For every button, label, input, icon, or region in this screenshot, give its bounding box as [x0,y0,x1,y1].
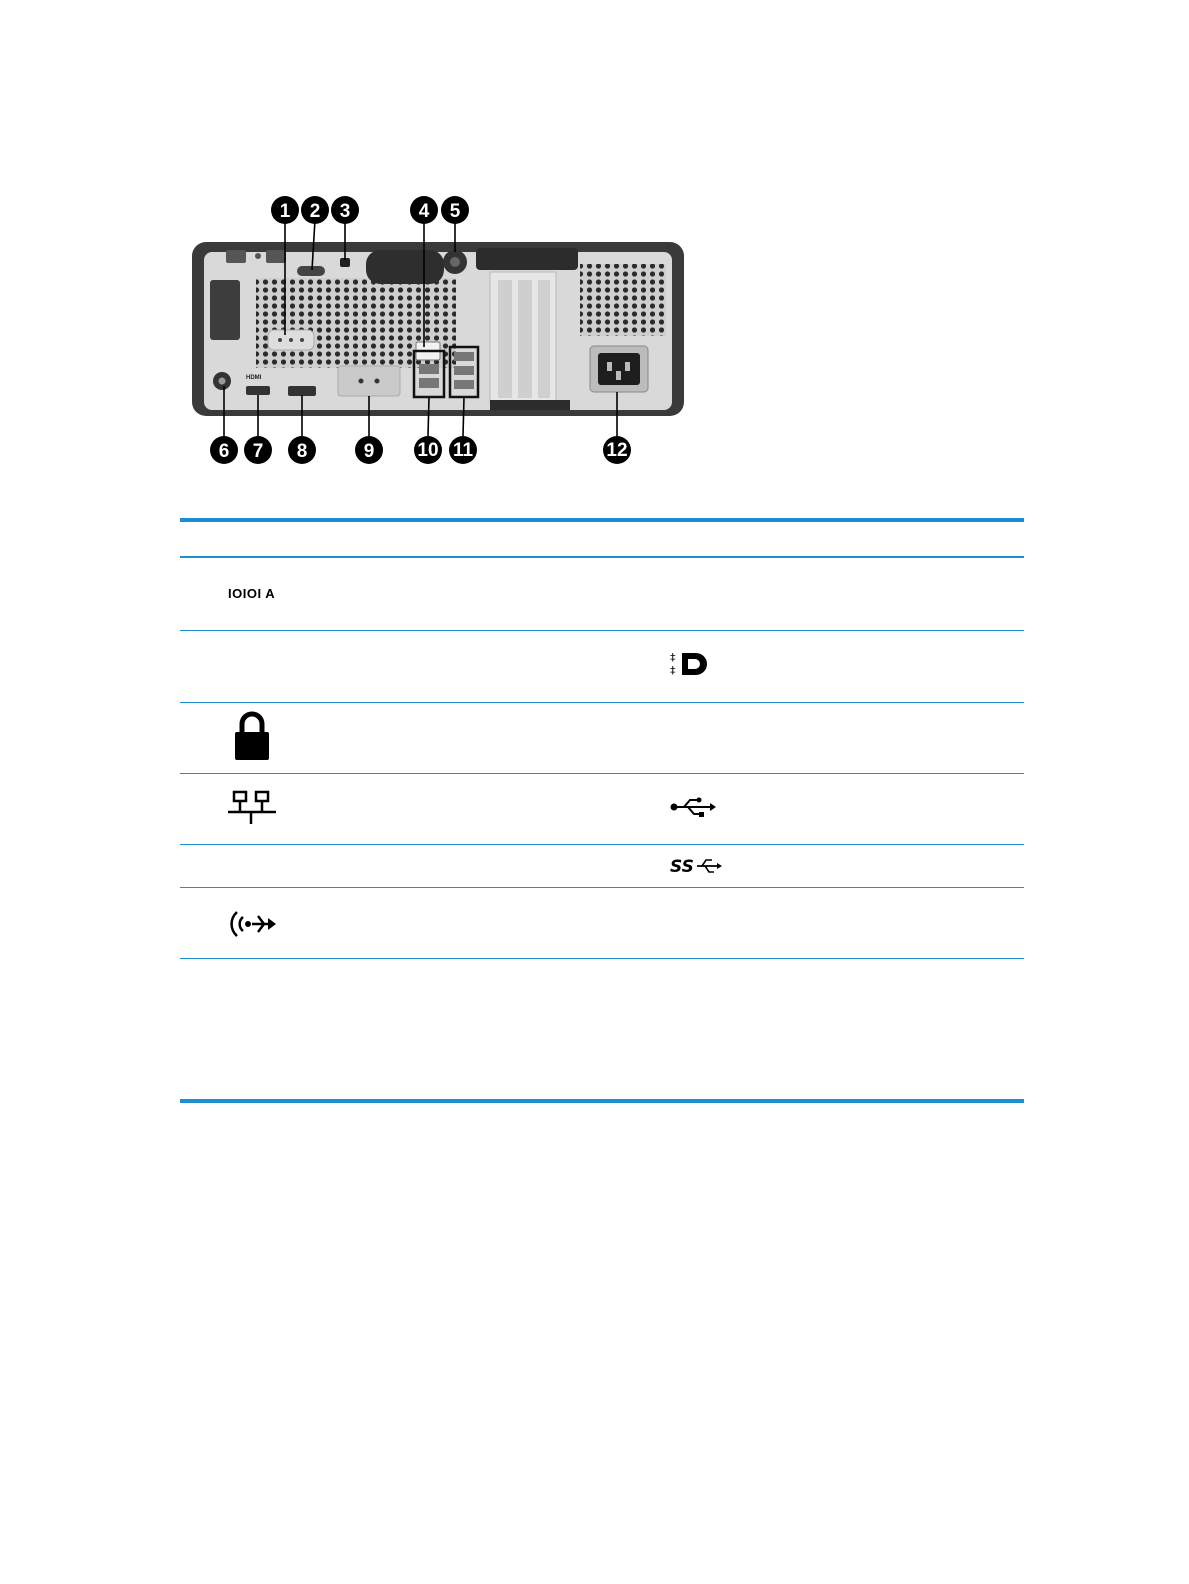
svg-text:11: 11 [452,440,474,461]
table-top-rule [180,518,1024,522]
svg-text:5: 5 [449,201,461,222]
svg-text:7: 7 [252,441,264,462]
hdmi-port-figure [246,386,270,395]
displayport-icon [670,650,718,678]
callout-1 [271,196,299,224]
row-divider [180,844,1024,845]
hdmi-label: HDMI [246,375,262,381]
callout-8 [288,436,316,464]
svg-text:‡: ‡ [670,664,676,677]
audio-out-icon [228,908,278,940]
callout-5 [441,196,469,224]
callout-6 [210,436,238,464]
svg-text:10: 10 [417,440,439,461]
callout-4 [410,196,438,224]
vent-grid-right [580,264,666,336]
displayport-figure [288,386,316,396]
callout-3 [331,196,359,224]
svg-text:3: 3 [339,201,351,222]
table-bottom-rule [180,1099,1024,1103]
svg-text:4: 4 [418,201,430,222]
svg-text:1: 1 [279,201,291,222]
row-divider [180,773,1024,774]
svg-text:9: 9 [363,441,375,462]
serial-icon: IOIOI A [228,586,276,601]
callout-7 [244,436,272,464]
svg-text:‡: ‡ [670,651,676,664]
network-icon [228,790,276,826]
callout-2 [301,196,329,224]
svg-text:8: 8 [296,441,308,462]
callout-11 [449,436,477,464]
callout-12 [603,436,631,464]
handle-figure [366,250,444,284]
svg-text:12: 12 [606,440,628,461]
svg-text:SS: SS [670,857,694,877]
usb-c-port-figure [297,266,325,276]
row-divider [180,630,1024,631]
callout-9 [355,436,383,464]
row-divider [180,958,1024,959]
optional-port-figure [338,366,400,396]
svg-text:2: 2 [309,201,321,222]
rear-panel-illustration [180,190,700,475]
row-divider [180,887,1024,888]
usb-superspeed-icon [670,854,722,878]
svg-text:6: 6 [218,441,230,462]
padlock-icon [234,710,270,762]
callout-10 [414,436,442,464]
table-header-rule [180,556,1024,558]
row-divider [180,702,1024,703]
usb-icon [670,796,716,818]
